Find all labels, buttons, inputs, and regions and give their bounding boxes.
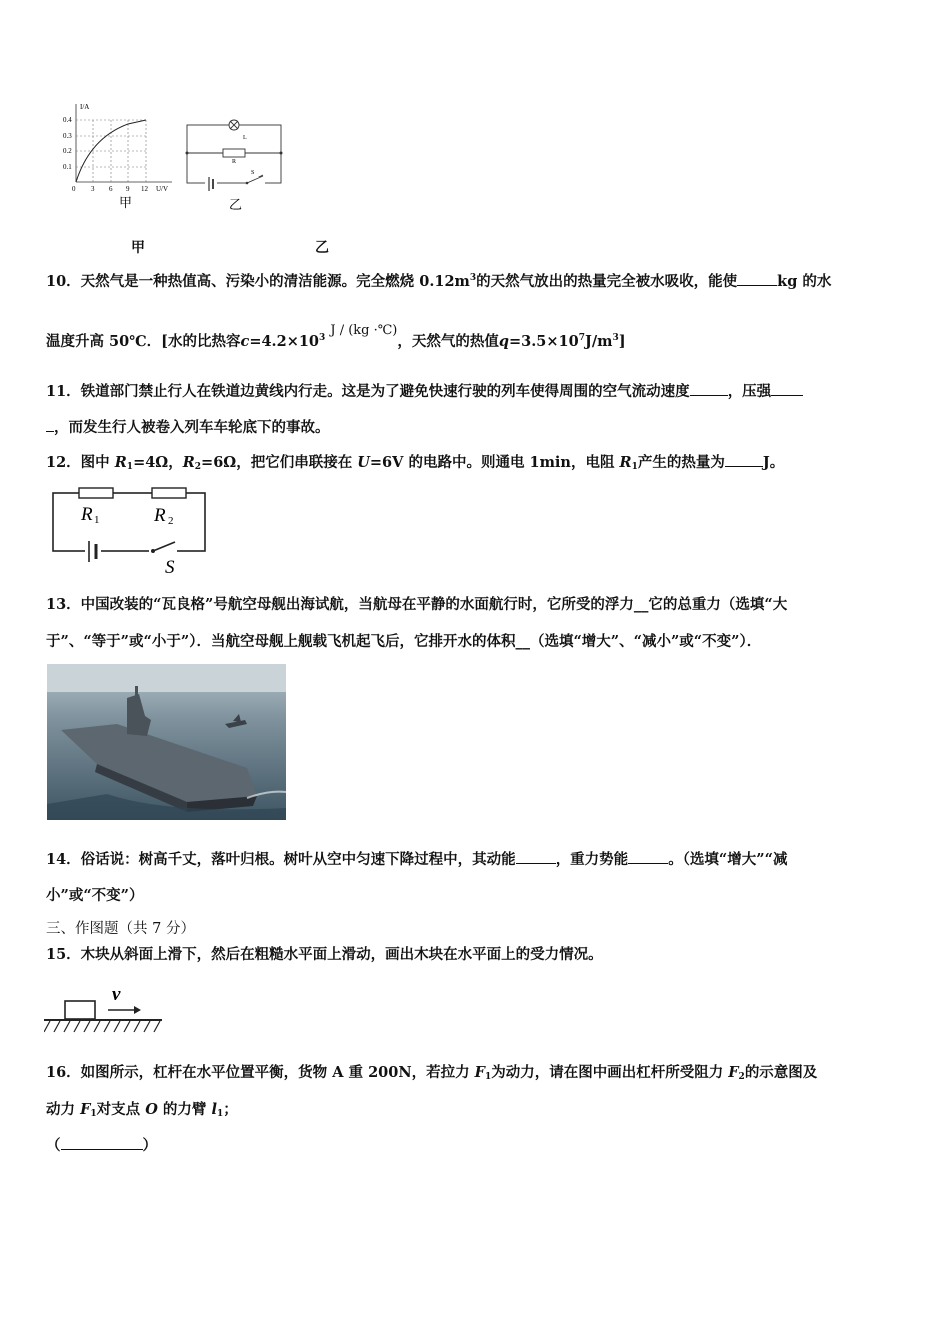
q11-line1: 11．铁道部门禁止行人在铁道边黄线内行走。这是为了避免快速行驶的列车使得周围的空气流动速度 ，压强 [46, 381, 904, 402]
resistor-icon [223, 149, 245, 157]
q12-line: 12．图中 $R_1=4\Omega$，$R_2=6\Omega$，把它们串联接在 U=6V 的电路中。则通电 1min，电阻 $R_1$产生的热量为 J。 [46, 454, 785, 472]
q14-blank-1[interactable] [516, 849, 556, 864]
q16-answer: （ ） [46, 1137, 157, 1154]
r2-label: R [154, 505, 166, 526]
q16-line1: 16．如图所示，杠杆在水平位置平衡，货物 A 重 200N，若拉力 $F_1$为动力，请在图中画出杠杆所受阻力 $F_2$的示意图及 [46, 1064, 818, 1082]
graph-x-tick: 0 [72, 185, 76, 193]
q14-blank-2[interactable] [628, 849, 668, 864]
block-on-surface-diagram [44, 982, 164, 1034]
switch-label: S [251, 170, 255, 176]
series-circuit [45, 484, 210, 576]
figure-caption-right: 乙 [315, 240, 329, 256]
resistor-r1-icon [79, 488, 113, 498]
q16-line2: 动力 $F_1$对支点 O 的力臂 $l_1$； [46, 1101, 238, 1119]
q10-unit: J / (kg ·℃) [330, 323, 398, 338]
graph-x-tick: 3 [91, 185, 95, 193]
parallel-circuit [183, 115, 288, 213]
q10-line1: 10．天然气是一种热值高、污染小的清洁能源。完全燃烧 $0.12m^3$的天然气放出的热量完全被水吸收，能使 kg 的水 [46, 273, 832, 290]
wood-block [65, 1001, 95, 1019]
graph-y-tick: 0.4 [63, 116, 72, 124]
q15-text: 15．木块从斜面上滑下，然后在粗糙水平面上滑动，画出木块在水平面上的受力情况。 [46, 946, 603, 963]
lamp-label: L [243, 135, 247, 141]
aircraft-carrier-photo [47, 664, 286, 820]
resistor-label: R [232, 159, 237, 165]
q13-line2: 于”、“等于”或“小于”）．当航空母舰上舰载飞机起飞后，它排开水的体积__（选填“增大”、“减小”或“不变”）． [46, 633, 762, 650]
q14-line2: 小”或“不变”） [46, 887, 144, 904]
q11-line2: ，而发生行人被卷入列车车轮底下的事故。 [46, 417, 904, 438]
q12-blank[interactable] [725, 452, 763, 467]
section-title: 三、作图题（共 7 分） [46, 921, 195, 937]
graph-y-tick: 0.2 [63, 147, 72, 155]
velocity-label: v [112, 984, 121, 1005]
graph-small-label: 甲 [119, 195, 133, 210]
graph-x-tick: 12 [141, 185, 148, 193]
q14-line1: 14．俗话说：树高千丈，落叶归根。树叶从空中匀速下降过程中，其动能 ，重力势能 。（选填“增大”“减 [46, 851, 788, 868]
figure-caption-left: 甲 [131, 240, 145, 256]
q11-blank-2[interactable] [771, 381, 803, 396]
r1-label: R [81, 504, 93, 525]
graph-x-tick: 9 [126, 185, 130, 193]
svg-text:1: 1 [94, 514, 100, 526]
graph-y-tick: 0.1 [63, 163, 72, 171]
q10-line2: 温度升高 50℃．[水的比热容$c=4.2\times 10^3$ J / (kg ·℃)，天然气的热值$q=3.5\times 10^7J/m^3$] [46, 323, 626, 350]
q10-blank[interactable] [737, 271, 777, 286]
q11-blank-2-cont[interactable] [46, 417, 54, 432]
graph-axis-x-label: U/V [156, 185, 169, 193]
graph-x-tick: 6 [109, 185, 113, 193]
iu-graph [60, 98, 180, 213]
q16-answer-blank[interactable] [61, 1135, 143, 1150]
svg-text:2: 2 [168, 515, 174, 527]
s-label: S [165, 557, 175, 576]
circuit-small-label: 乙 [229, 197, 243, 212]
q11-blank-1[interactable] [690, 381, 728, 396]
resistor-r2-icon [152, 488, 186, 498]
graph-axis-y-label: I/A [80, 103, 90, 111]
q13-line1: 13．中国改装的“瓦良格”号航空母舰出海试航，当航母在平静的水面航行时，它所受的浮力__它的总重力（选填“大 [46, 596, 788, 613]
graph-y-tick: 0.3 [63, 132, 72, 140]
